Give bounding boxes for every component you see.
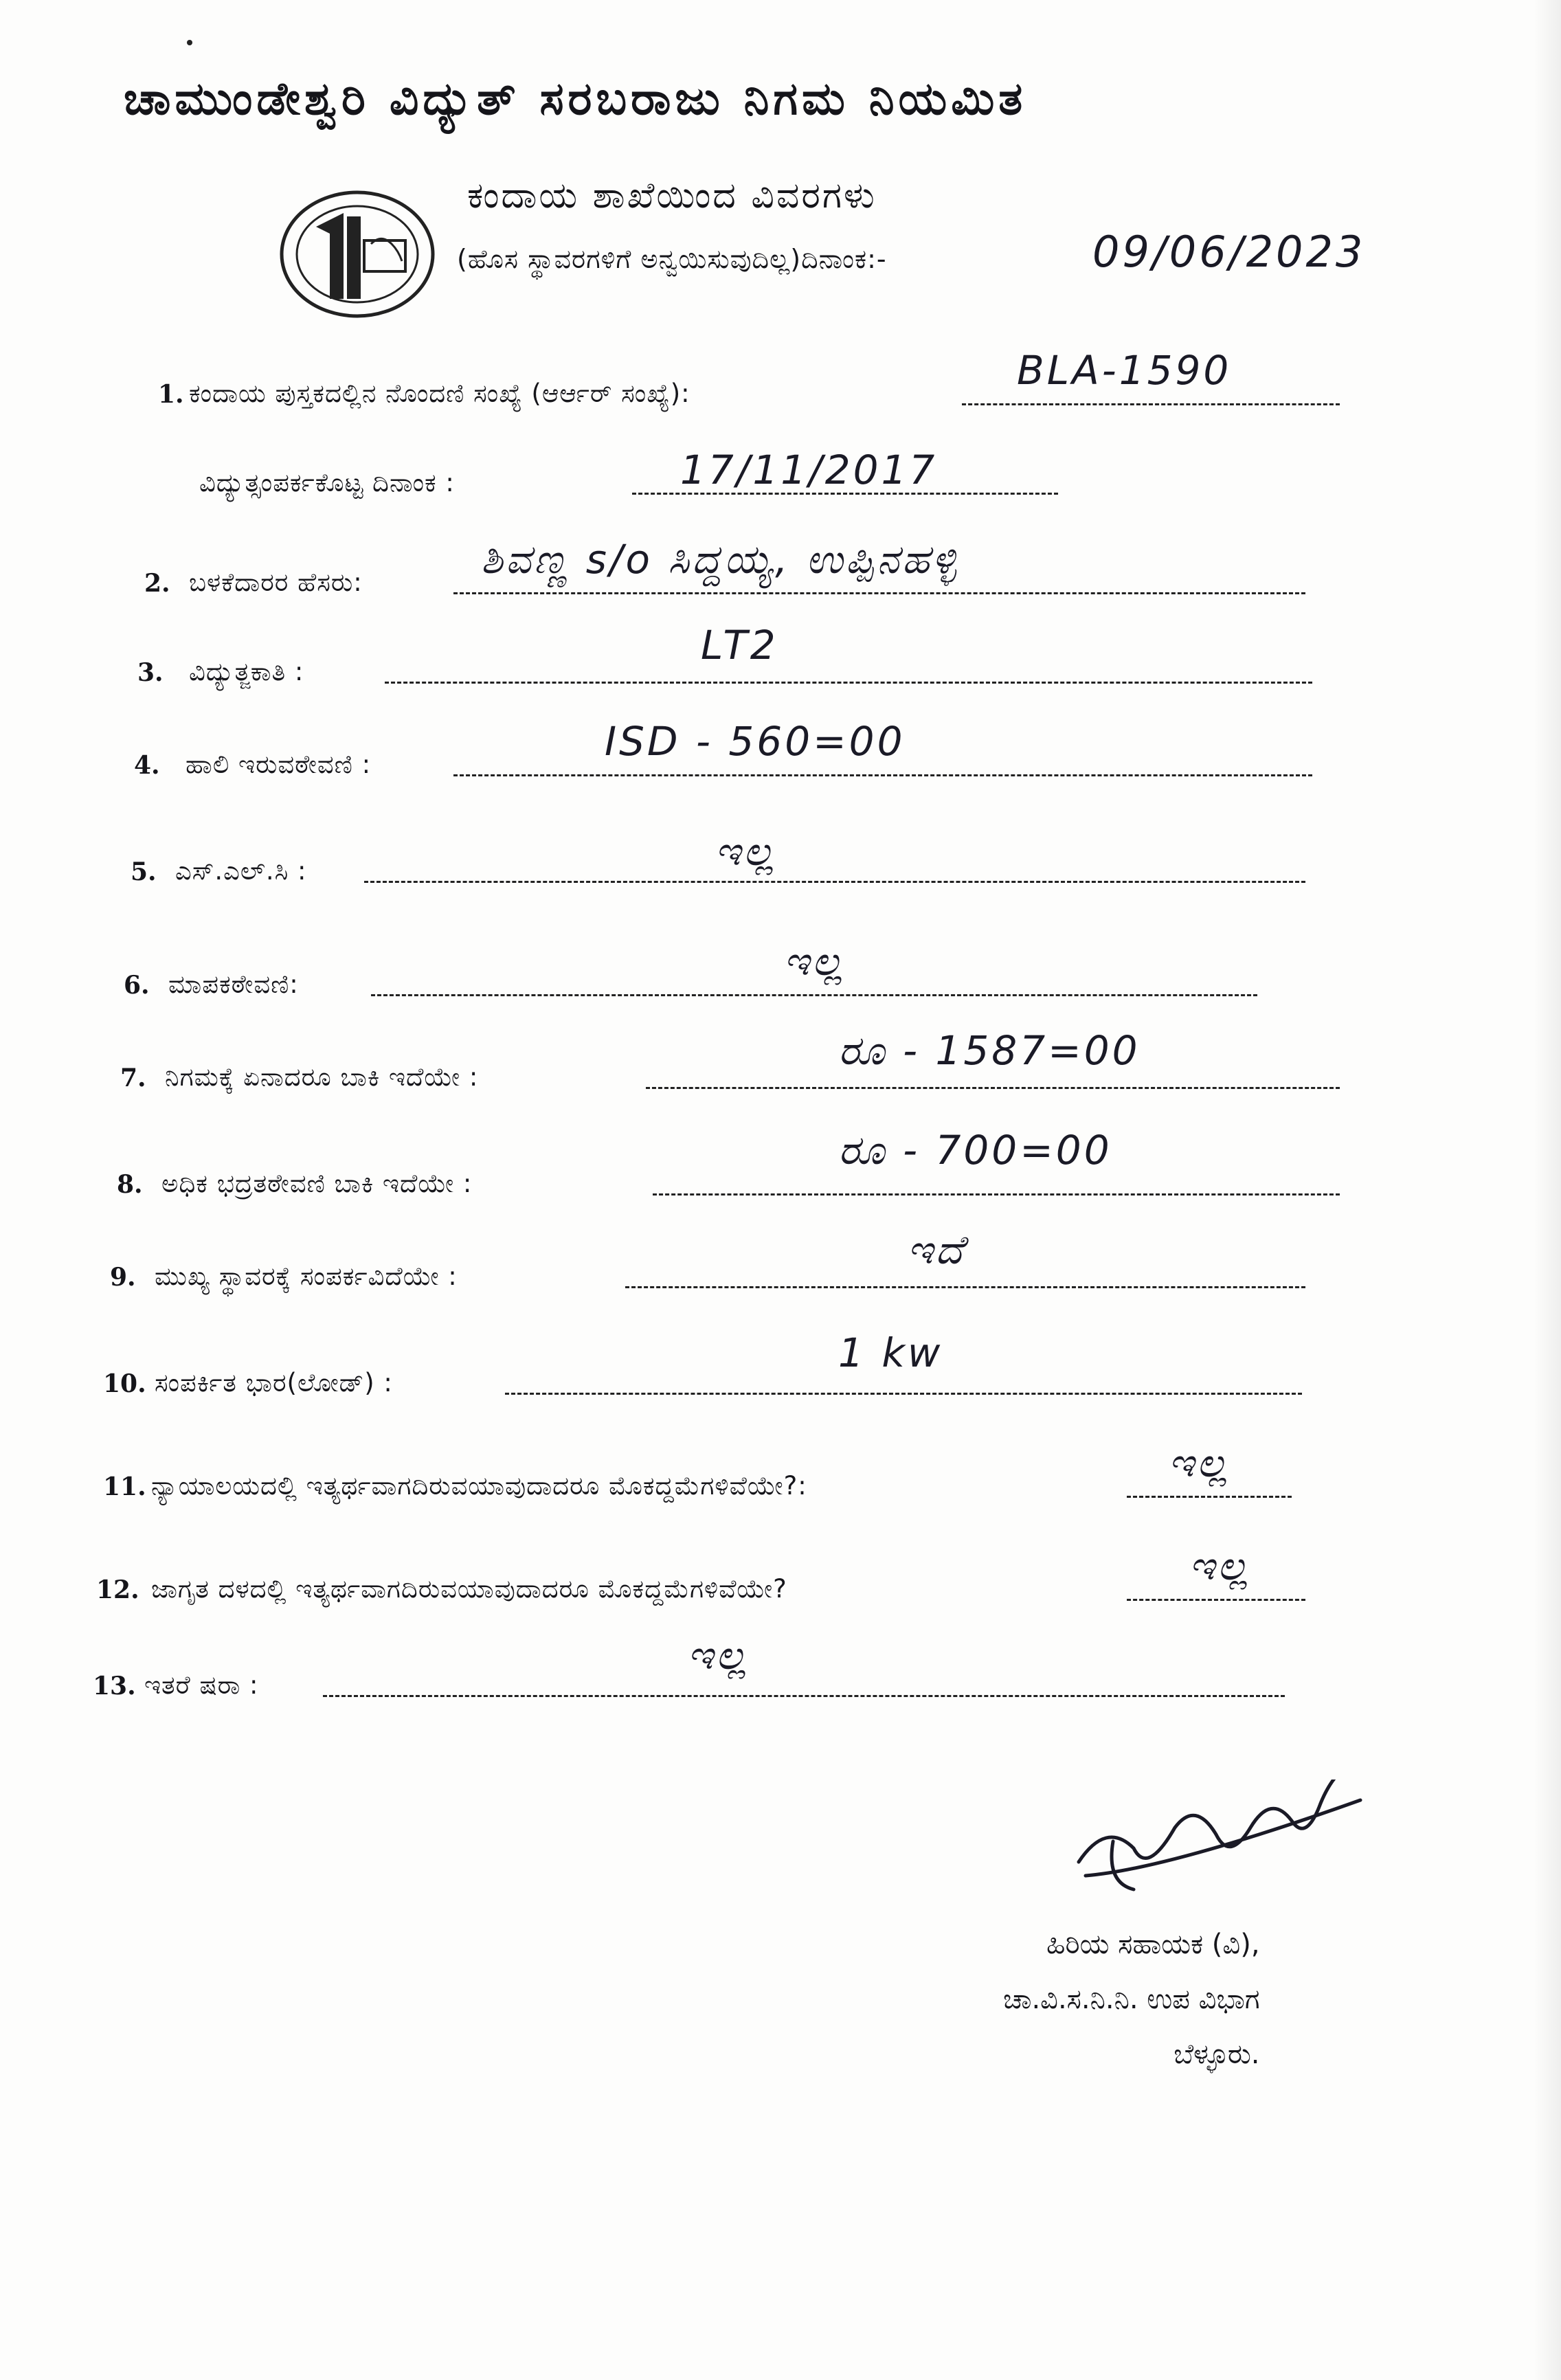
- fill-line: [371, 994, 1257, 996]
- handwritten-value: ಇಲ್ಲ: [783, 938, 846, 985]
- cesc-logo: [275, 186, 440, 323]
- row-label: ಕಂದಾಯ ಪುಸ್ತಕದಲ್ಲಿನ ನೊಂದಣಿ ಸಂಖ್ಯೆ (ಆರ್ಆರ್ ಸಂಖ್ಯೆ):: [189, 379, 690, 408]
- row-label: ಸಂಪರ್ಕಿತ ಭಾರ(ಲೋಡ್) :: [155, 1368, 393, 1397]
- handwritten-value: ISD - 560=00: [605, 718, 906, 765]
- handwritten-value: ಇಲ್ಲ: [687, 1632, 750, 1679]
- fill-line: [625, 1286, 1305, 1288]
- row-label: ಮುಖ್ಯ ಸ್ಥಾವರಕ್ಕೆ ಸಂಪರ್ಕವಿದೆಯೇ :: [155, 1261, 458, 1291]
- row-label: ಇತರೆ ಷರಾ :: [144, 1670, 259, 1700]
- row-label: ಅಧಿಕ ಭದ್ರತಠೇವಣಿ ಬಾಕಿ ಇದೆಯೇ :: [161, 1169, 473, 1198]
- handwritten-date: 09/06/2023: [1092, 227, 1366, 277]
- row-label: ವಿದ್ಯುತ್ಸಂಪರ್ಕಕೊಟ್ಟ ದಿನಾಂಕ :: [199, 468, 455, 497]
- row-number: 13.: [93, 1672, 136, 1700]
- row-number: 4.: [134, 751, 160, 780]
- fill-line: [323, 1695, 1285, 1697]
- fill-line: [962, 403, 1340, 405]
- handwritten-value: ಇಲ್ಲ: [1168, 1439, 1231, 1486]
- row-number: 3.: [137, 658, 164, 687]
- fill-line: [453, 592, 1305, 594]
- row-number: 9.: [110, 1263, 136, 1292]
- subtitle: ಕಂದಾಯ ಶಾಖೆಯಿಂದ ವಿವರಗಳು: [467, 175, 877, 216]
- signatory-place: ಬೆಳ್ಳೂರು.: [1173, 2039, 1260, 2070]
- fill-line: [453, 774, 1312, 776]
- row-number: 5.: [131, 857, 157, 886]
- fill-line: [1127, 1599, 1305, 1601]
- signatory-office: ಚಾ.ವಿ.ಸ.ನಿ.ನಿ. ಉಪ ವಿಭಾಗ: [1003, 1984, 1260, 2015]
- handwritten-value: ಶಿವಣ್ಣ s/o ಸಿದ್ದಯ್ಯ, ಉಪ್ಪಿನಹಳ್ಳಿ: [481, 536, 960, 583]
- page-edge-shadow: [1534, 0, 1561, 2380]
- row-label: ವಿದ್ಯುತ್ಜಕಾತಿ :: [189, 657, 304, 686]
- row-number: 8.: [117, 1170, 143, 1199]
- fill-line: [653, 1193, 1340, 1195]
- signatory-block: [1003, 1917, 1260, 2082]
- row-number: 12.: [96, 1575, 139, 1604]
- fill-line: [1127, 1496, 1292, 1498]
- handwritten-value: ರೂ - 1587=00: [838, 1027, 1141, 1074]
- row-number: 2.: [144, 569, 170, 598]
- row-label: ಹಾಲಿ ಇರುವಠೇವಣಿ :: [186, 750, 372, 779]
- handwritten-value: ಇಲ್ಲ: [715, 828, 777, 875]
- fill-line: [505, 1393, 1302, 1395]
- signatory-designation: ಹಿರಿಯ ಸಹಾಯಕ (ವಿ),: [1046, 1929, 1260, 1960]
- signature: [1072, 1780, 1402, 1903]
- handwritten-value: 17/11/2017: [680, 447, 938, 493]
- row-label: ಬಳಕೆದಾರರ ಹೆಸರು:: [189, 568, 363, 597]
- handwritten-value: BLA-1590: [1017, 347, 1232, 394]
- handwritten-value: LT2: [701, 622, 778, 669]
- company-title: ಚಾಮುಂಡೇಶ್ವರಿ ವಿದ್ಯುತ್ ಸರಬರಾಜು ನಿಗಮ ನಿಯಮಿತ: [124, 72, 1027, 125]
- ink-dot: [187, 40, 192, 45]
- row-number: 7.: [120, 1064, 146, 1092]
- row-number: 6.: [124, 971, 150, 1000]
- row-label: ನಿಗಮಕ್ಕೆ ಏನಾದರೂ ಬಾಕಿ ಇದೆಯೇ :: [165, 1062, 479, 1092]
- row-label: ನ್ಯಾಯಾಲಯದಲ್ಲಿ ಇತ್ಯರ್ಥವಾಗದಿರುವಯಾವುದಾದರೂ ಮೊಕದ್ದಮೆಗಳಿವೆಯೇ?:: [151, 1471, 807, 1501]
- row-label: ಎಸ್.ಎಲ್.ಸಿ :: [175, 856, 307, 886]
- handwritten-value: 1 kw: [838, 1329, 943, 1376]
- date-note: (ಹೊಸ ಸ್ಥಾವರಗಳಿಗೆ ಅನ್ವಯಿಸುವುದಿಲ್ಲ)ದಿನಾಂಕ:-: [457, 244, 887, 274]
- handwritten-value: ರೂ - 700=00: [838, 1127, 1112, 1174]
- fill-line: [364, 881, 1305, 883]
- fill-line: [646, 1087, 1340, 1089]
- row-number: 10.: [103, 1369, 146, 1398]
- handwritten-value: ಇಲ್ಲ: [1189, 1542, 1251, 1589]
- handwritten-value: ಇದೆ: [907, 1226, 966, 1273]
- row-number: 1.: [158, 380, 184, 409]
- fill-line: [385, 682, 1312, 684]
- row-label: ಜಾಗೃತ ದಳದಲ್ಲಿ ಇತ್ಯರ್ಥವಾಗದಿರುವಯಾವುದಾದರೂ ಮೊಕದ್ದಮೆಗಳಿವೆಯೇ?: [151, 1574, 787, 1604]
- row-number: 11.: [103, 1472, 146, 1501]
- row-label: ಮಾಪಕಠೇವಣಿ:: [168, 969, 299, 999]
